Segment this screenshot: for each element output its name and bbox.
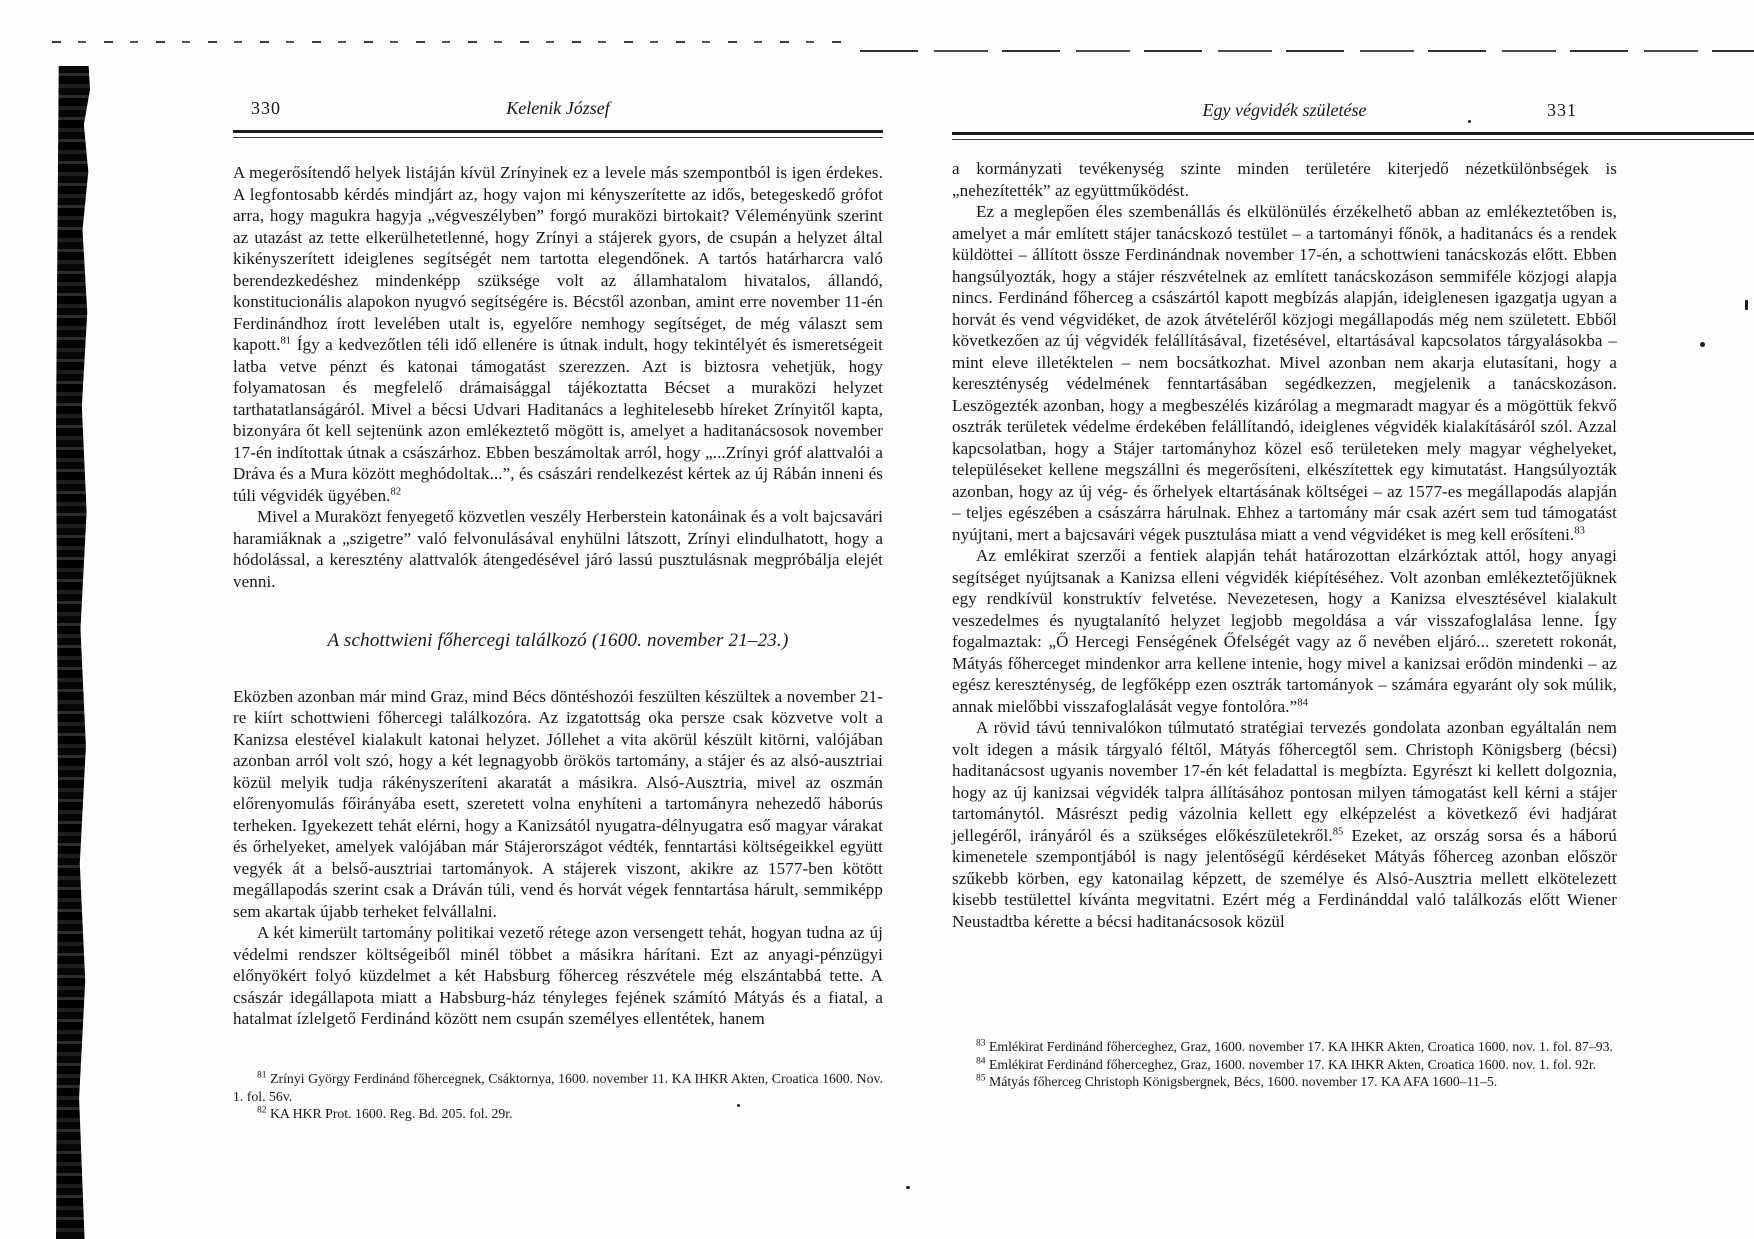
page-number-right: 331 (1547, 100, 1577, 120)
binding-strip (56, 66, 90, 1239)
header-rule-right (952, 132, 1754, 140)
body-text-right (952, 158, 1617, 932)
footnote-text: Mátyás főherceg Christoph Königsbergnek, Bécs, 1600. november 17. KA AFA 1600–11–5. (985, 1074, 1498, 1090)
footnote-number: 84 (976, 1056, 986, 1066)
paragraph-text: A megerősítendő helyek listáján kívül Zrínyinek ez a levele más szempontból is igen érdekes. A legfontosabb kérdés mindjárt az, hogy vajon mi kényszerítette az idős, betegeskedő grófot arra, hogy magukra hagyja „végveszélyben” forgó muraközi birtokait? Véleményünk szerint az utazást az tette elkerülhetetlenné, hogy Zrínyi a stájerek gyors, de csupán a helyzet által kikényszerített ideiglenes segítségét nem tartotta elegendőnek. A tartós határharcra való berendezkedéshez mindenképp szüksége volt az államhatalom hivatalos, állandó, konstitucionális alapokon nyugvó segítségére is. Bécstől azonban, amint erre november 11-én Ferdinándhoz írott levelében utalt is, egyelőre nemhogy segítséget, de még választ sem kapott. (233, 163, 883, 354)
page-number-left: 330 (251, 98, 281, 118)
paragraph-text: Az emlékirat szerzői a fentiek alapján tehát határozottan elzárkóztak attól, hogy anyagi segítséget nyújtsanak a Kanizsa elleni végvidék kiépítéséhez. Volt azonban emlékeztetőjüknek egy rendkívül konstruktív felvetése. Nevezetesen, hogy a Kanizsa elvesztésével kialakult veszedelmes és nyugtalanító helyzet legjobb megoldása a vár visszafoglalása lenne. Így fogalmaztak: „Ő Hercegi Fenségének Őfelségét vagy az ő nevében eljáró... szeretett rokonát, Mátyás főherceget mindenkor arra kellene intenie, hogy mivel a kanizsai erődön mindenki – az egész kereszténység, de legfőképp ezen osztrák tartományok – számára egyaránt oly sok múlik, annak mielőbbi visszafoglalását vegye fontolóra.” (952, 546, 1617, 716)
paragraph-text: Így a kedvezőtlen téli idő ellenére is útnak indult, hogy tekintélyét és ismeretségeit latba vetve pénzt és katonai támogatást szerezzen. Azt is biztosra vehetjük, hogy folyamatosan és megfelelő drámaisággal tájékoztatta Bécset a muraközi helyzet tarthatatlanságáról. Mivel a bécsi Udvari Haditanács a leghitelesebb híreket Zrínyitől kapta, bizonyára őt kell sejtenünk azon emlékeztető mögött is, amelyet a haditanácsosok november 17-én indítottak útnak a császárhoz. Ebben beszámoltak arról, hogy „...Zrínyi gróf alattvalói a Dráva és a Mura között meghódoltak...”, és császári rendelkezést kértek az új Rábán inneni és túli végvidék ügyében. (233, 335, 883, 505)
footnote-81 (233, 1070, 883, 1105)
footnote-number: 81 (257, 1070, 267, 1081)
footnotes-left (233, 1070, 883, 1123)
header-rule-left (233, 130, 883, 138)
paragraph-3 (952, 545, 1617, 717)
footnote-83 (952, 1038, 1617, 1056)
running-title-right: Egy végvidék születése (1202, 100, 1367, 120)
footnote-number: 83 (976, 1038, 986, 1049)
scan-edge-dash-right (860, 50, 1754, 52)
footnote-marker-85: 85 (1332, 825, 1344, 837)
paragraph-4: A két kimerült tartomány politikai vezető rétege azon versengett tehát, hogyan tudna az új védelmi rendszer költségeiből minél többet a másikra hárítani. Ezt az anyagi-pénzügyi előnyökért folyó küzdelmet a két Habsburg főherceg részvétele még elszántabbá tette. A császár idegállapota miatt a Habsburg-ház tényleges fejének számító Mátyás és a fiatal, a hatalmat ízlelgető Ferdinánd között nem csupán személyes ellentétek, hanem (233, 923, 883, 1028)
paragraph-4 (952, 717, 1617, 932)
footnote-marker-82: 82 (390, 485, 402, 497)
footnote-marker-81: 81 (280, 335, 292, 347)
footnote-number: 85 (976, 1073, 986, 1084)
footnote-marker-83: 83 (1574, 524, 1586, 536)
footnote-82 (233, 1105, 883, 1123)
page-right (952, 100, 1617, 1090)
scan-speck (1700, 342, 1705, 347)
footnote-text: Emlékirat Ferdinánd főherceghez, Graz, 1600. november 17. KA IHKR Akten, Croatica 1600. nov. 1. fol. 92r. (985, 1056, 1597, 1072)
paragraph-text: Ez a meglepően éles szembenállás és elkülönülés érzékelhető abban az emlékeztetőben is, amelyet a már említett stájer tanácskozó testület – a tartományi főnök, a haditanács és a rendek küldöttei – állított össze Ferdinándnak november 17-én, a schottwieni tanácskozás előtt. Ebben hangsúlyozták, hogy a stájer részvételnek az említett tanácskozáson semmiféle közjogi alapja nincs. Ferdinánd főherceg a császártól kapott megbízás alapján, ideiglenesen igazgatja ugyan a horvát és vend végvidéket, de azok átvételéről közjogi megállapodás még nem született. Ebből következően az új végvidék felállításával, fizetésével, eltartásával kapcsolatos tárgyalásokba – mint eleve illetéktelen – nem bocsátkozhat. Mivel azonban nem akarja elutasítani, hogy a kereszténység védelmének fenntartásában segédkezzen, megjelenik a tanácskozáson. Leszögezték azonban, hogy a megbeszélés kizárólag a megmaradt magyar és a mögöttük fekvő osztrák területek védelme érdekében felállítandó, ideiglenes végvidék kialakításáról szól. Azzal kapcsolatban, hogy a Stájer tartományhoz közel eső területeken mely magyar véghelyeket, településeket kellene megszállni és megerősíteni, elkészítettek egy kimutatást. Hangsúlyozták azonban, hogy az új vég- és őrhelyek eltartásának költségei – az 1577-es megállapodás alapján – teljes egészében a császárra hárulnak. Ehhez a tartomány már csak azért sem tud támogatást nyújtani, mert a bajcsavári végek pusztulása miatt a vend végvidéket is meg kell erősíteni. (952, 202, 1617, 544)
paragraph-2 (952, 201, 1617, 545)
footnote-84 (952, 1056, 1617, 1074)
footnotes-right (952, 1038, 1617, 1091)
scan-speck (1745, 300, 1748, 310)
footnote-number: 82 (257, 1105, 267, 1116)
footnote-text: Emlékirat Ferdinánd főherceghez, Graz, 1600. november 17. KA IHKR Akten, Croatica 1600. nov. 1. fol. 87–93. (985, 1039, 1613, 1054)
body-text-left (233, 162, 883, 1030)
scan-speck (906, 1186, 910, 1189)
running-title-left: Kelenik József (506, 98, 610, 118)
page-left (233, 98, 883, 1122)
scan-edge-dash-left (52, 41, 852, 43)
section-heading: A schottwieni főhercegi találkozó (1600. november 21–23.) (327, 630, 789, 651)
footnote-text: KA HKR Prot. 1600. Reg. Bd. 205. fol. 29r. (266, 1106, 513, 1122)
page-header-left (233, 98, 883, 128)
footnote-text: Zrínyi György Ferdinánd főhercegnek, Csáktornya, 1600. november 11. KA IHKR Akten, Croatica 1600. Nov. 1. fol. 56v. (233, 1071, 883, 1104)
page-header-right (952, 100, 1617, 130)
paragraph-3: Eközben azonban már mind Graz, mind Bécs döntéshozói feszülten készültek a november 21-re kiírt schottwieni főhercegi találkozóra. Az izgatottság oka persze csak közvetve volt a Kanizsa elestével kialakult katonai helyzet. Jóllehet a vita akörül készült kitörni, valójában azonban arról volt szó, hogy a két legnagyobb örökös tartomány, a stájer és az alsó-ausztriai közül melyik tudja rákényszeríteni akaratát a másikra. Alsó-Ausztria, mivel az oszmán előrenyomulás főirányába esett, szeretett volna enyhíteni a tartományra nehezedő háborús terheken. Igyekezett tehát elérni, hogy a Kanizsától nyugatra-délnyugatra eső magyar várakat és őrhelyeket, amelyek valójában már Stájerországot védték, fenntartási költségeikkel együtt vegyék át a belső-ausztriai tartományok. A stájerek viszont, akikre az 1577-ben kötött megállapodás szerint csak a Dráván túli, vend és horvát végek fenntartása hárult, semmiképp sem akartak újabb terheket felvállalni. (233, 686, 883, 921)
paragraph-text: A rövid távú tennivalókon túlmutató stratégiai tervezés gondolata azonban egyáltalán nem volt idegen a másik tárgyaló féltől, Mátyás főhercegtől sem. Christoph Königsberg (bécsi) haditanácsost ugyanis november 17-én két feladattal is megbízta. Egyrészt ki kellett dolgoznia, hogy az új kanizsai végvidék talpra állításához pontosan milyen támogatást kell kérni a stájer tartománytól. Másrészt pedig vázolnia kellett egy elképzelést a következő évi hadjárat jellegéről, irányáról és a szükséges előkészületekről. (952, 718, 1617, 845)
paragraph-1 (233, 162, 883, 506)
paragraph-1: a kormányzati tevékenység szinte minden területére kiterjedő nézetkülönbségek is „nehezítették” az együttműködést. (952, 159, 1617, 200)
paragraph-text: Ezeket, az ország sorsa és a háború kimenetele szempontjából is nagy jelentőségű kérdéseket Mátyás főherceg azonban először szűkebb körben, egy katonailag képzett, de személye és Alsó-Ausztria mellett elkötelezett kisebb testülettel kívánta megvitatni. Ezért még a Ferdinánddal való találkozás előtt Wiener Neustadtba kérette a bécsi haditanácsosok közül (952, 825, 1617, 931)
paragraph-2: Mivel a Muraközt fenyegető közvetlen veszély Herberstein katonáinak és a volt bajcsavári haramiáknak a „szigetre” való felvonulásával enyhülni látszott, Zrínyi elindulhatott, hogy a hódolással, a keresztény alattvalók átengedésével járó lassú pusztulásnak megpróbálja elejét venni. (233, 507, 883, 591)
footnote-85 (952, 1073, 1617, 1091)
footnote-marker-84: 84 (1297, 696, 1308, 708)
